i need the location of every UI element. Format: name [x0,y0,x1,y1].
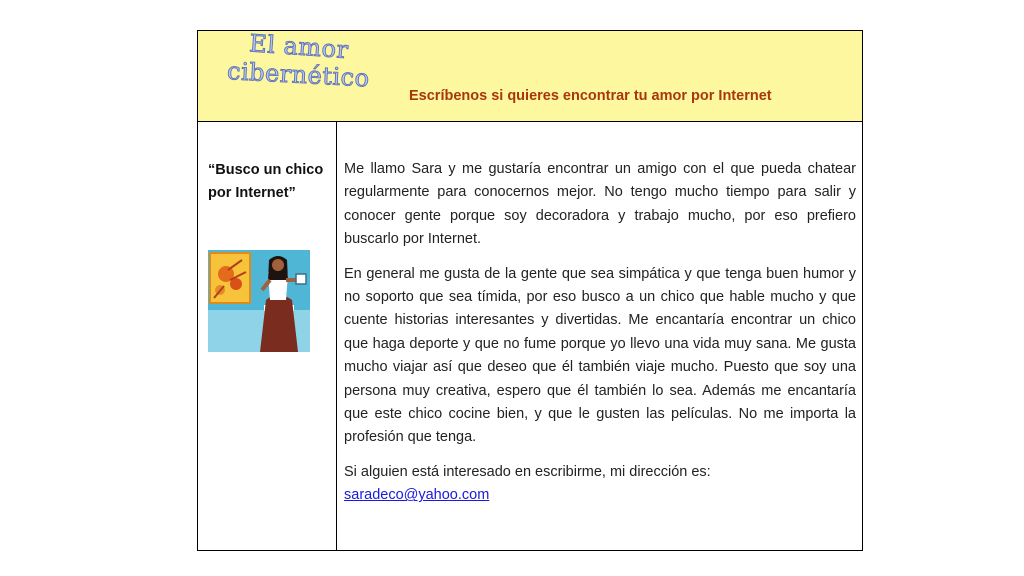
logo-wordart [223,33,393,103]
header-banner [198,31,862,122]
sidebar-column [198,122,337,550]
paragraph-intro: Me llamo Sara y me gustaría encontrar un amigo con el que pueda chatear regularmente para conocernos mejor. No tengo mucho tiempo para salir y conocer gente porque soy decoradora y trabajo mucho, por eso prefiero buscarlo por Internet. [344,161,856,248]
paragraph-preferences: En general me gusta de la gente que sea simpática y que tenga buen humor y no soporto que sea tímida, por eso busco a un chico que hable mucho y que cuente historias interesantes y divertidas. Me encantaría encontrar un chico que haga deporte y que no fume porque yo llevo una vida muy sana. Me gusta mucho viajar así que deseo que él también viaje mucho. Puesto que soy una persona muy creativa, espero que él también lo sea. Además me encantaría que este chico cocine bien, y que le gusten las películas. No me importa la profesión que tenga. [344,265,856,446]
logo-line1: El amor [248,33,350,65]
main-text-column [344,158,856,519]
logo-line2: cibernético [226,57,371,93]
email-link[interactable]: saradeco@yahoo.com [344,487,490,504]
header-tagline: Escríbenos si quieres encontrar tu amor por Internet [409,88,772,104]
contact-text: Si alguien está interesado en escribirme, mi dirección es: [344,463,711,480]
ad-frame [197,30,863,551]
sidebar-title: “Busco un chico por Internet” [208,162,324,201]
woman-illustration-icon [208,250,310,352]
paragraph-contact [344,461,856,508]
